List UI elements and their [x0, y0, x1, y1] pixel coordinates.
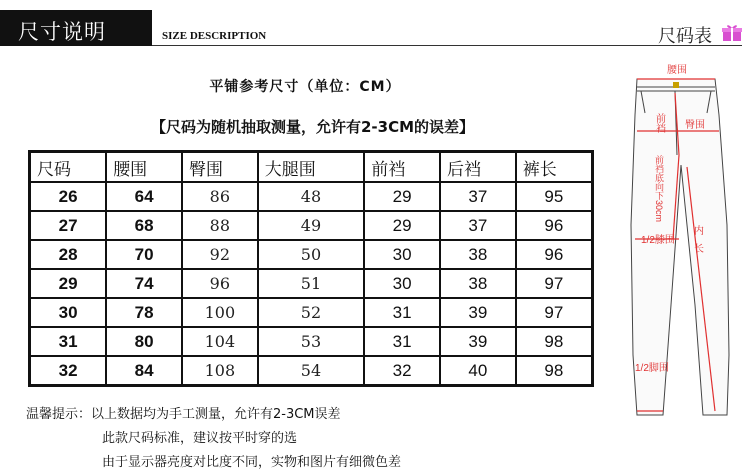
col-size: 尺码	[30, 152, 107, 183]
cell-hip: 86	[182, 182, 258, 211]
note-line-2: 此款尺码标准，建议按平时穿的选	[102, 431, 298, 446]
cell-size: 27	[30, 211, 107, 240]
cell-front-rise: 30	[364, 240, 440, 269]
label-front-rise-down: 前裆底向下30cm	[654, 155, 664, 223]
cell-length: 98	[516, 327, 593, 356]
cell-back-rise: 39	[440, 298, 516, 327]
cell-waist: 70	[106, 240, 182, 269]
cell-hip: 88	[182, 211, 258, 240]
table-row	[30, 356, 593, 386]
cell-size: 28	[30, 240, 107, 269]
cell-back-rise: 39	[440, 327, 516, 356]
table-row	[30, 298, 593, 327]
size-chart-label: 尺码表	[658, 26, 712, 47]
cell-size: 29	[30, 269, 107, 298]
cell-hip: 104	[182, 327, 258, 356]
cell-thigh: 52	[258, 298, 364, 327]
gift-icon	[722, 24, 742, 42]
pants-diagram	[615, 55, 750, 470]
cell-thigh: 51	[258, 269, 364, 298]
header-divider	[152, 45, 742, 46]
cell-length: 96	[516, 211, 593, 240]
cell-hip: 100	[182, 298, 258, 327]
col-waist: 腰围	[106, 152, 182, 183]
button-icon	[673, 82, 679, 88]
cell-size: 26	[30, 182, 107, 211]
measure-heading: 平铺参考尺寸（单位：CM）	[209, 79, 401, 95]
cell-length: 97	[516, 298, 593, 327]
cell-front-rise: 32	[364, 356, 440, 386]
cell-thigh: 54	[258, 356, 364, 386]
label-half-knee: 1/2膝围	[641, 235, 675, 246]
cell-size: 30	[30, 298, 107, 327]
cell-back-rise: 37	[440, 182, 516, 211]
label-waist: 腰围	[667, 65, 687, 76]
table-row	[30, 269, 593, 298]
cell-size: 32	[30, 356, 107, 386]
cell-length: 95	[516, 182, 593, 211]
note-line-1: 温馨提示：以上数据均为手工测量，允许有2-3CM误差	[26, 407, 341, 422]
col-hip: 臀围	[182, 152, 258, 183]
cell-front-rise: 31	[364, 298, 440, 327]
cell-waist: 68	[106, 211, 182, 240]
table-row	[30, 182, 593, 211]
cell-back-rise: 37	[440, 211, 516, 240]
page-subtitle: SIZE DESCRIPTION	[162, 30, 267, 42]
cell-front-rise: 29	[364, 182, 440, 211]
cell-thigh: 50	[258, 240, 364, 269]
cell-waist: 74	[106, 269, 182, 298]
table-row	[30, 327, 593, 356]
page-title: 尺寸说明	[18, 20, 106, 44]
cell-thigh: 48	[258, 182, 364, 211]
cell-length: 97	[516, 269, 593, 298]
title-bar	[0, 10, 152, 46]
cell-length: 98	[516, 356, 593, 386]
cell-front-rise: 31	[364, 327, 440, 356]
cell-length: 96	[516, 240, 593, 269]
col-front-rise: 前裆	[364, 152, 440, 183]
cell-size: 31	[30, 327, 107, 356]
col-thigh: 大腿围	[258, 152, 364, 183]
col-back-rise: 后裆	[440, 152, 516, 183]
size-table	[28, 150, 594, 387]
measure-note: 【尺码为随机抽取测量，允许有2-3CM的误差】	[150, 118, 475, 136]
label-inseam: 内长	[691, 225, 703, 261]
note-line-3: 由于显示器亮度对比度不同，实物和图片有细微色差	[102, 455, 402, 470]
cell-waist: 78	[106, 298, 182, 327]
cell-thigh: 49	[258, 211, 364, 240]
table-row	[30, 240, 593, 269]
cell-waist: 64	[106, 182, 182, 211]
cell-front-rise: 29	[364, 211, 440, 240]
cell-hip: 92	[182, 240, 258, 269]
cell-waist: 80	[106, 327, 182, 356]
col-length: 裤长	[516, 152, 593, 183]
cell-thigh: 53	[258, 327, 364, 356]
label-hip: 臀围	[685, 120, 705, 131]
table-row	[30, 211, 593, 240]
cell-hip: 108	[182, 356, 258, 386]
label-front-rise: 前裆	[653, 113, 665, 133]
table-header-row	[30, 152, 593, 183]
cell-waist: 84	[106, 356, 182, 386]
cell-back-rise: 38	[440, 269, 516, 298]
cell-hip: 96	[182, 269, 258, 298]
cell-front-rise: 30	[364, 269, 440, 298]
label-half-hem: 1/2脚围	[635, 363, 669, 374]
cell-back-rise: 40	[440, 356, 516, 386]
cell-back-rise: 38	[440, 240, 516, 269]
